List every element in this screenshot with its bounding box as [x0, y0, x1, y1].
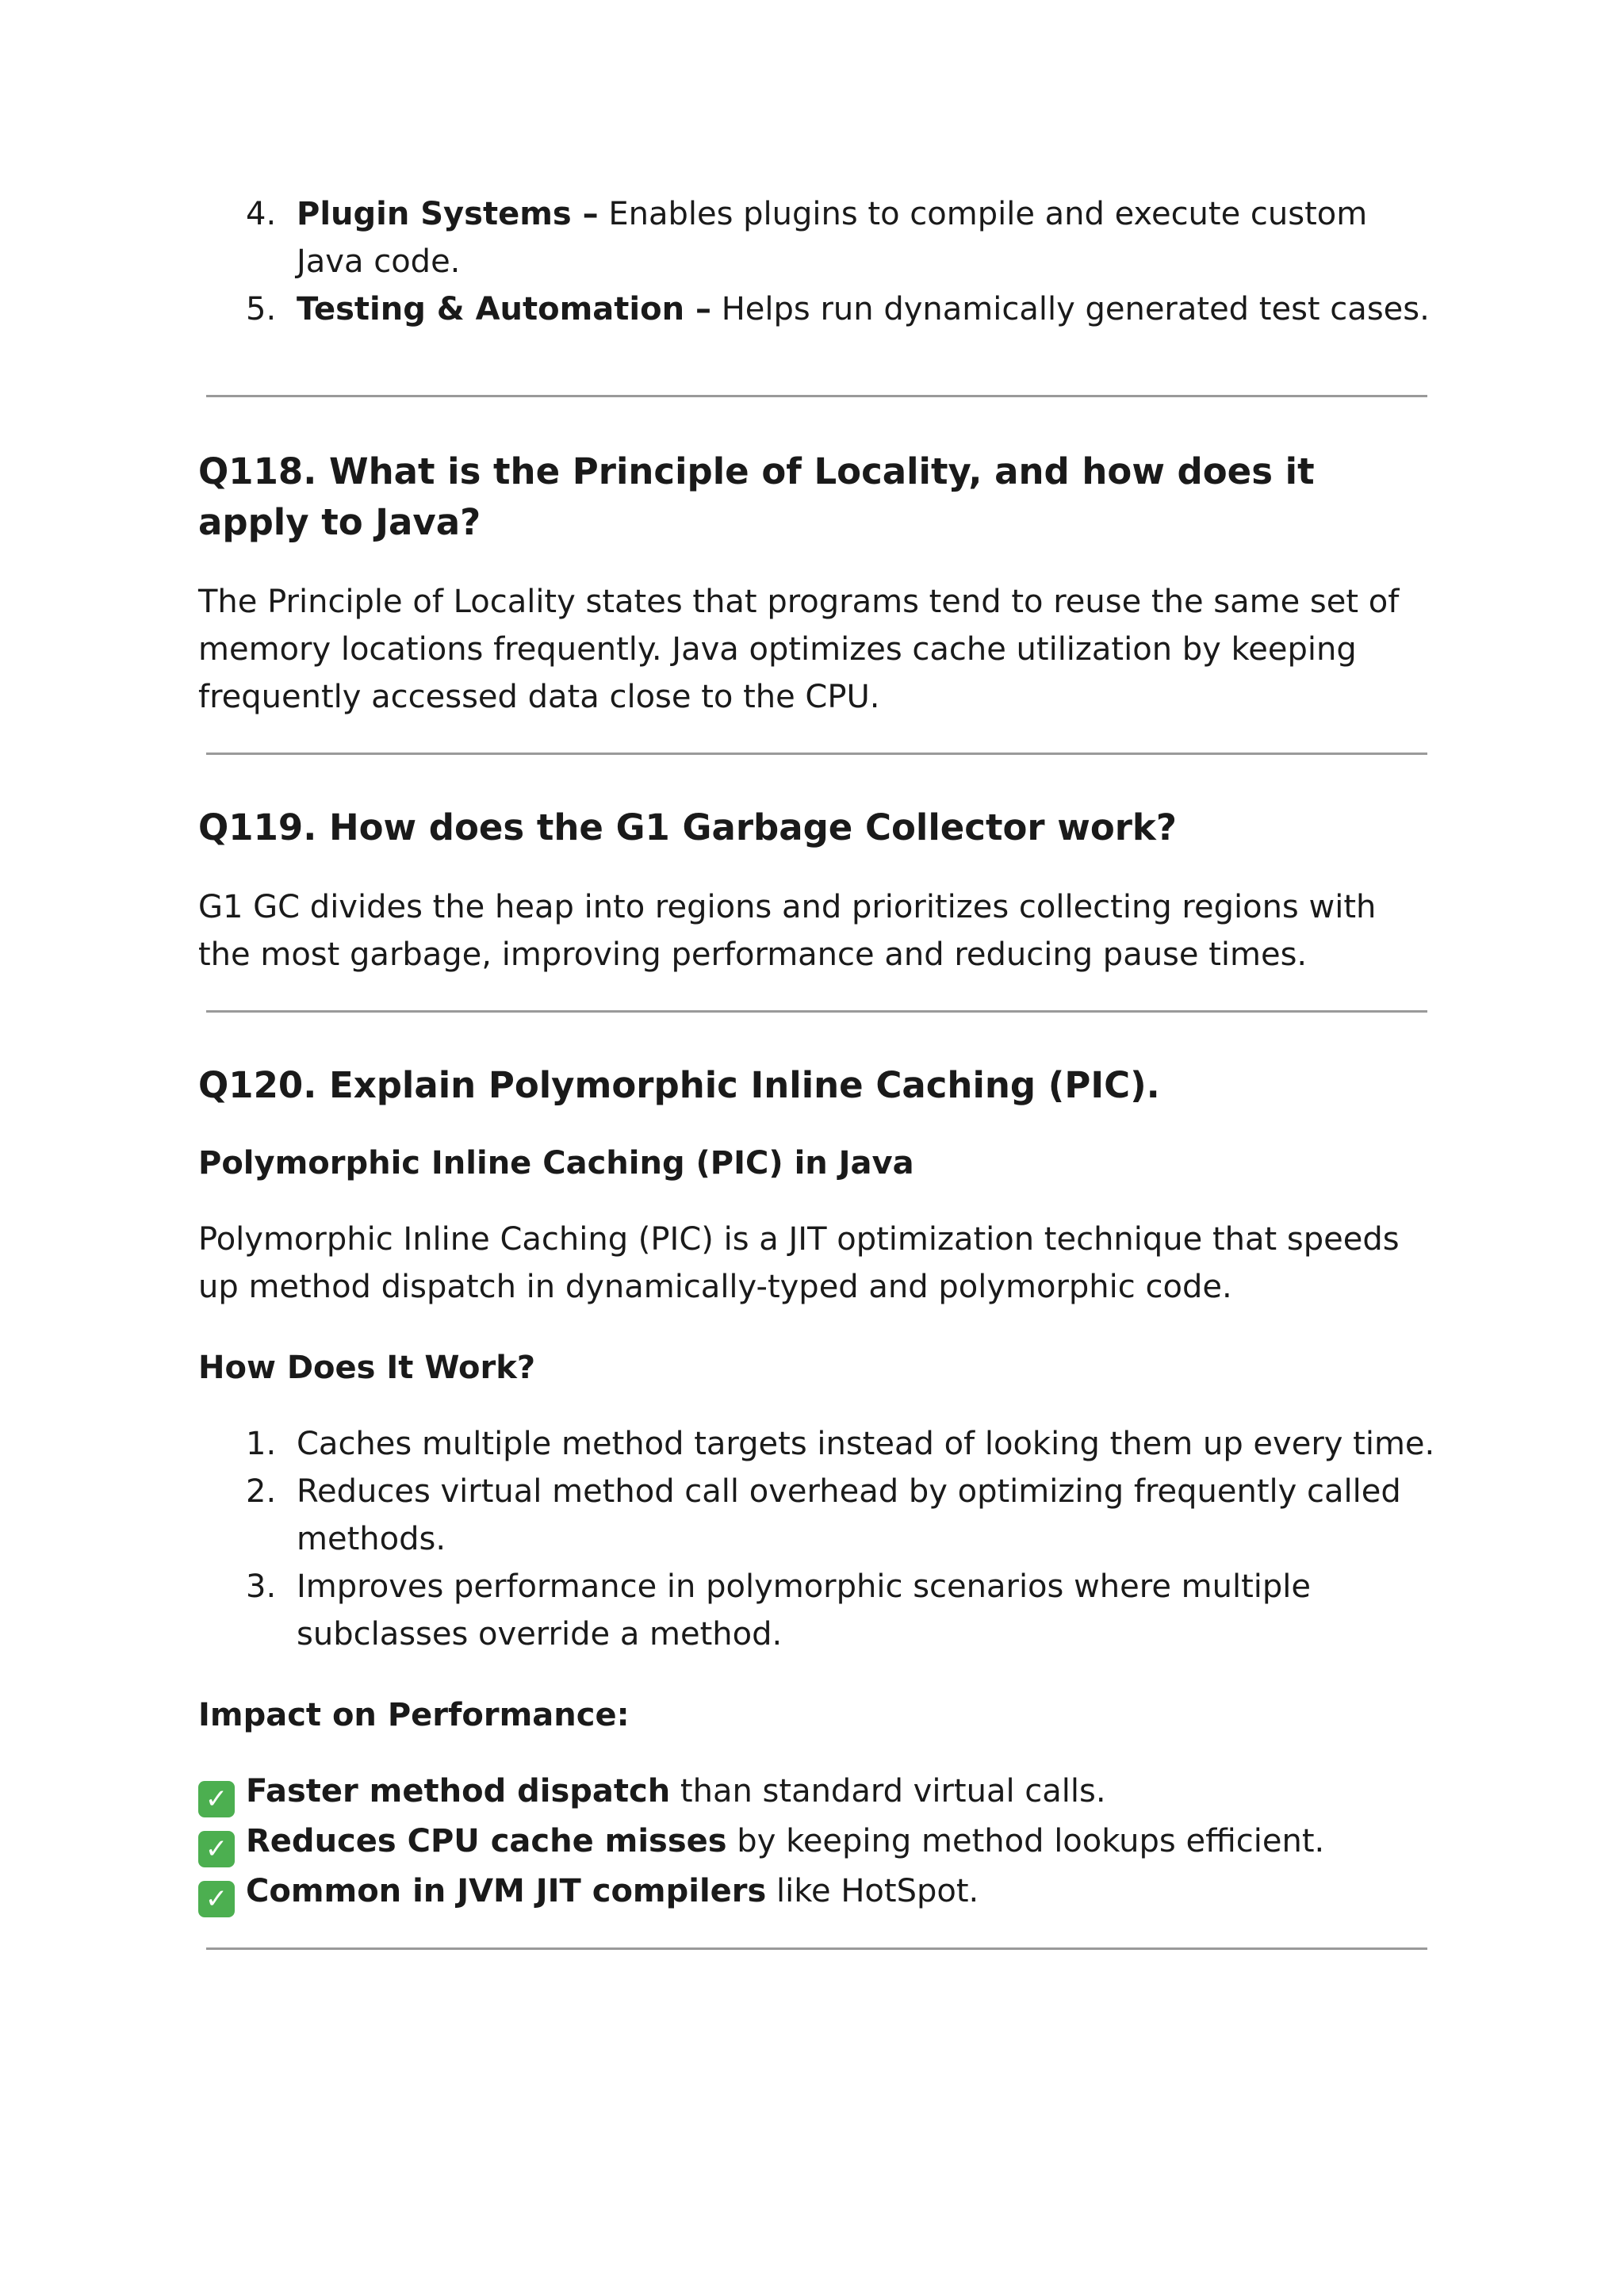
q119-body: G1 GC divides the heap into regions and prioritizes collecting regions with the most garbage, improving performance and reducing pause times.: [198, 889, 1377, 973]
divider: [206, 1947, 1427, 1950]
impact-item: [198, 1767, 1435, 1817]
continued-list: [198, 190, 1435, 333]
list-number: 5.: [246, 291, 277, 327]
divider: [206, 395, 1427, 397]
how-list: [198, 1420, 1435, 1658]
impact-heading: Impact on Performance:: [198, 1697, 630, 1733]
list-item-term: Testing & Automation –: [297, 291, 712, 327]
q120-subtitle: Polymorphic Inline Caching (PIC) in Java: [198, 1145, 914, 1181]
list-number: 2.: [246, 1473, 277, 1510]
list-item: [198, 1563, 1435, 1658]
list-item: [198, 1420, 1435, 1468]
impact-item-text: than standard virtual calls.: [670, 1773, 1106, 1810]
impact-list: [198, 1767, 1435, 1917]
q120-intro: Polymorphic Inline Caching (PIC) is a JIT optimization technique that speeds up method dispatch in dynamically-typed and polymorphic code.: [198, 1221, 1400, 1305]
impact-item-text: by keeping method lookups efficient.: [726, 1823, 1325, 1859]
q118-body: The Principle of Locality states that programs tend to reuse the same set of memory locations frequently. Java optimizes cache utilization by keeping frequently accessed data close to the CPU.: [198, 584, 1400, 715]
list-item-text: Caches multiple method targets instead of looking them up every time.: [297, 1426, 1435, 1462]
list-number: 3.: [246, 1568, 277, 1605]
check-mark-icon: ✓: [198, 1881, 235, 1917]
impact-item: [198, 1867, 1435, 1917]
document-page: [198, 190, 1435, 1950]
list-item-text: Reduces virtual method call overhead by optimizing frequently called methods.: [297, 1473, 1401, 1557]
check-mark-icon: ✓: [198, 1781, 235, 1817]
list-item-term: Plugin Systems –: [297, 196, 599, 232]
list-item-text: Helps run dynamically generated test cases.: [711, 291, 1430, 327]
how-heading: How Does It Work?: [198, 1350, 536, 1386]
list-number: 4.: [246, 196, 277, 232]
q119-title: Q119. How does the G1 Garbage Collector work?: [198, 806, 1177, 848]
list-item: [198, 190, 1435, 285]
list-number: 1.: [246, 1426, 277, 1462]
q120-title: Q120. Explain Polymorphic Inline Caching (PIC).: [198, 1064, 1160, 1106]
impact-item-text: like HotSpot.: [766, 1873, 979, 1909]
list-item: [198, 1468, 1435, 1563]
impact-item-term: Common in JVM JIT compilers: [246, 1873, 767, 1909]
list-item-text: Improves performance in polymorphic scenarios where multiple subclasses override a method.: [297, 1568, 1311, 1653]
check-mark-icon: ✓: [198, 1831, 235, 1867]
list-item: [198, 285, 1435, 333]
impact-item-term: Reduces CPU cache misses: [246, 1823, 727, 1859]
q118-title: Q118. What is the Principle of Locality, and how does it apply to Java?: [198, 450, 1315, 543]
impact-item-term: Faster method dispatch: [246, 1773, 671, 1810]
divider: [206, 1010, 1427, 1013]
divider: [206, 753, 1427, 755]
list-item-text: Enables plugins to compile and execute custom Java code.: [297, 196, 1368, 280]
impact-item: [198, 1817, 1435, 1867]
